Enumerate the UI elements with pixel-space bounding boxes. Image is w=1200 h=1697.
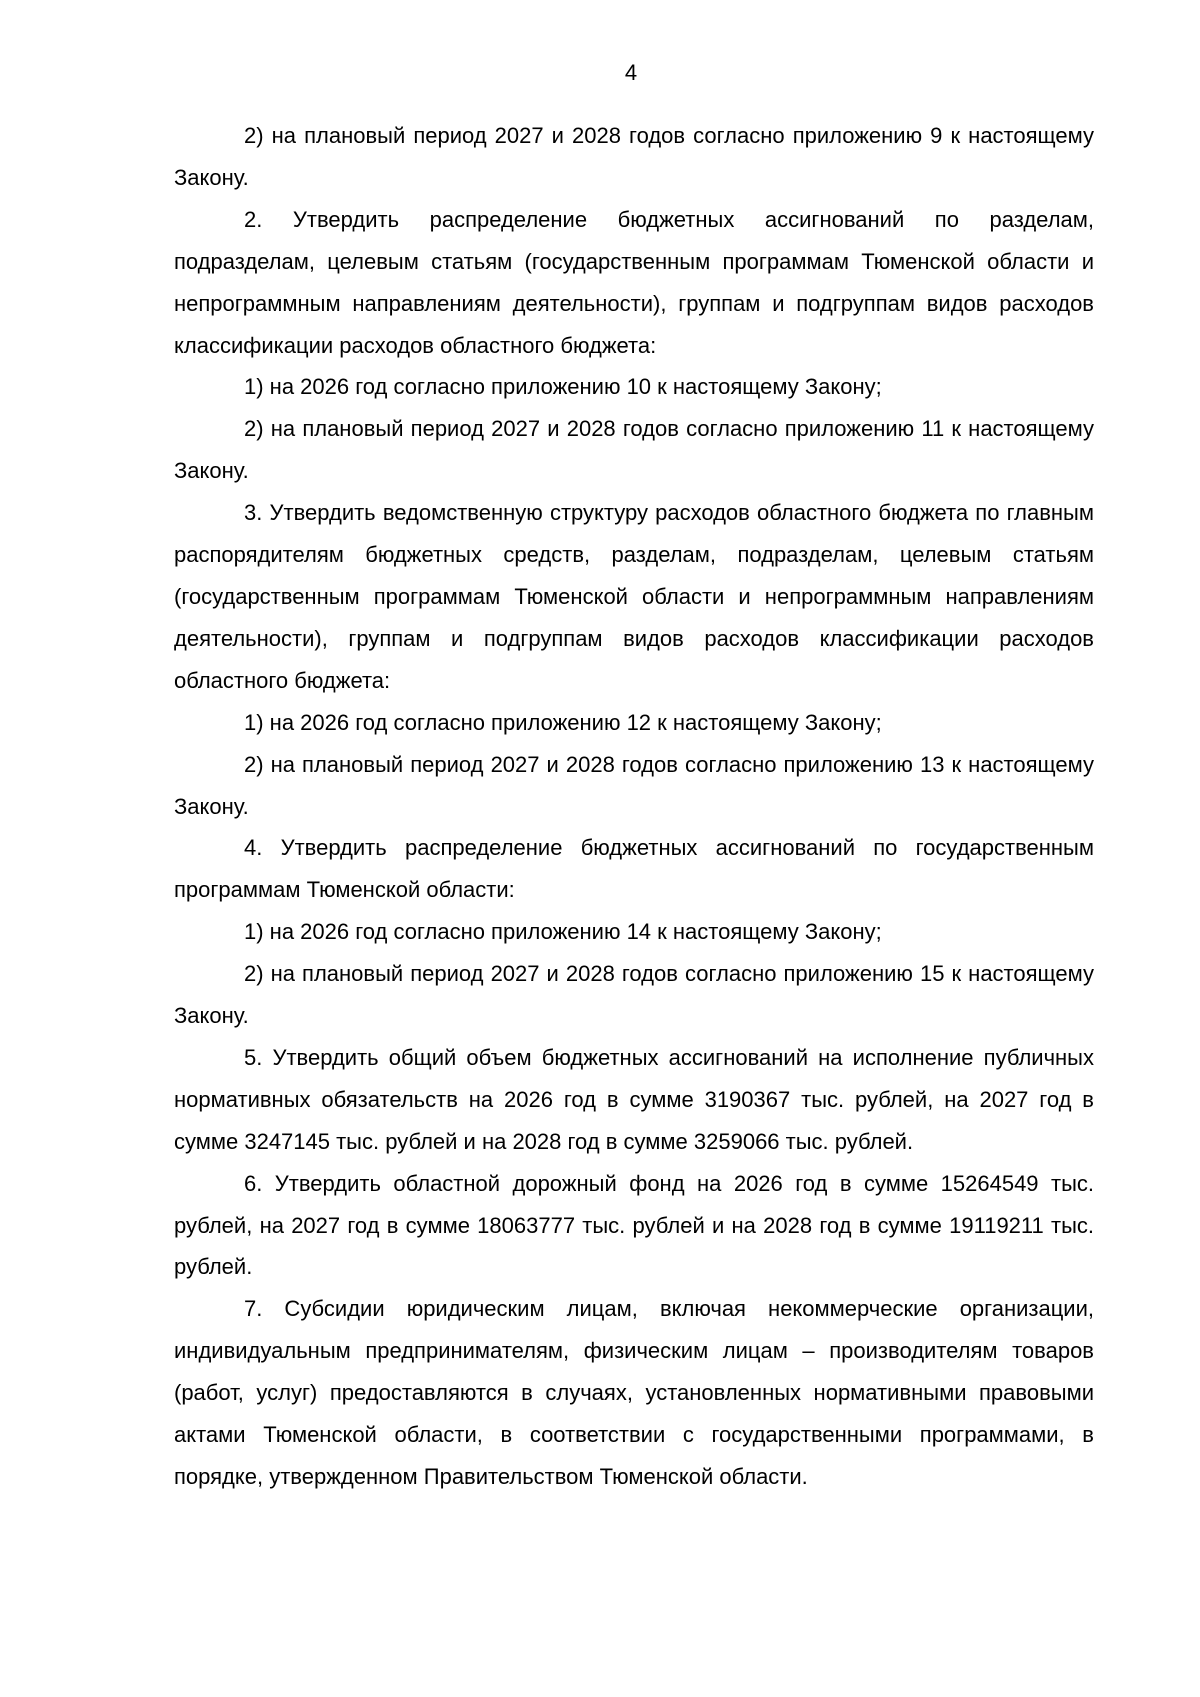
paragraph-4-programs: 4. Утвердить распределение бюджетных ассигнований по государственным программам Тюменской области:	[174, 835, 1094, 903]
paragraph-7-subsidies: 7. Субсидии юридическим лицам, включая некоммерческие организации, индивидуальным предпринимателям, физическим лицам – производителям товаров (работ, услуг) предоставляются в случаях, установленных нормативными правовыми актами Тюменской области, в соответствии с государственными программами, в порядке, утвержденном Правительством Тюменской области.	[174, 1296, 1094, 1489]
paragraph-2-distribution: 2. Утвердить распределение бюджетных ассигнований по разделам, подразделам, целевым статьям (государственным программам Тюменской области и непрограммным направлениям деятельности), группам и подгруппам видов расходов классификации расходов областного бюджета:	[174, 206, 1094, 358]
paragraph-3-2: 2) на плановый период 2027 и 2028 годов согласно приложению 13 к настоящему Закону.	[174, 751, 1094, 819]
paragraph-1-2-plan: 2) на плановый период 2027 и 2028 годов согласно приложению 9 к настоящему Закону.	[174, 123, 1094, 190]
paragraph-5-obligations: 5. Утвердить общий объем бюджетных ассигнований на исполнение публичных нормативных обязательств на 2026 год в сумме 3190367 тыс. рублей, на 2027 год в сумме 3247145 тыс. рублей и на 2028 год в сумме 3259066 тыс. рублей.	[174, 1044, 1094, 1154]
paragraph-3-1: 1) на 2026 год согласно приложению 12 к настоящему Закону;	[244, 709, 882, 735]
paragraph-4-2: 2) на плановый период 2027 и 2028 годов согласно приложению 15 к настоящему Закону.	[174, 961, 1094, 1029]
paragraph-2-2: 2) на плановый период 2027 и 2028 годов согласно приложению 11 к настоящему Закону.	[174, 416, 1094, 484]
page-number: 4	[624, 60, 638, 85]
paragraph-6-road-fund: 6. Утвердить областной дорожный фонд на 2026 год в сумме 15264549 тыс. рублей, на 2027 год в сумме 18063777 тыс. рублей и на 2028 год в сумме 19119211 тыс. рублей.	[174, 1170, 1094, 1280]
paragraph-4-1: 1) на 2026 год согласно приложению 14 к настоящему Закону;	[244, 919, 882, 945]
paragraph-2-1: 1) на 2026 год согласно приложению 10 к настоящему Закону;	[244, 374, 882, 400]
document-body	[174, 115, 1094, 1498]
paragraph-3-structure: 3. Утвердить ведомственную структуру расходов областного бюджета по главным распорядителям бюджетных средств, разделам, подразделам, целевым статьям (государственным программам Тюменской области и непрограммным направлениям деятельности), группам и подгруппам видов расходов классификации расходов областного бюджета:	[174, 500, 1094, 693]
